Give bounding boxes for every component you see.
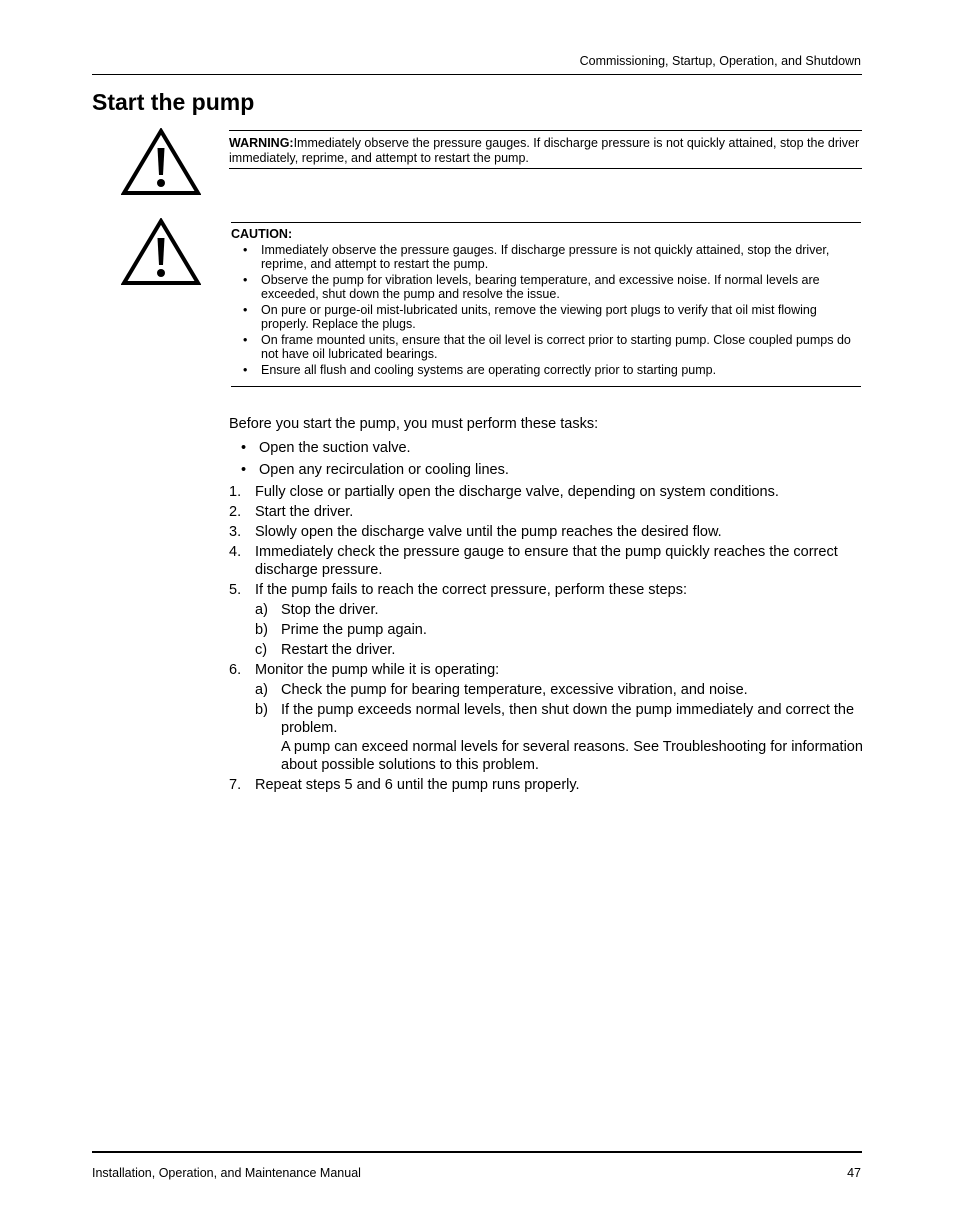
step-item bbox=[229, 661, 864, 774]
page-title: Start the pump bbox=[92, 89, 255, 115]
intro-text: Before you start the pump, you must perform these tasks: bbox=[229, 416, 599, 432]
steps-list bbox=[229, 483, 864, 794]
caution-item: • Immediately observe the pressure gauges. If discharge pressure is not quickly attained, stop the driver, reprime, and attempt to restart the pump. bbox=[231, 243, 861, 271]
step-text: Repeat steps 5 and 6 until the pump runs properly. bbox=[255, 777, 580, 793]
page-number: 47 bbox=[847, 1166, 861, 1180]
step-text: Immediately check the pressure gauge to ensure that the pump quickly reaches the correct discharge pressure. bbox=[255, 544, 838, 578]
substep-item bbox=[255, 621, 864, 639]
step-number: 7. bbox=[229, 777, 242, 793]
step-text: Slowly open the discharge valve until the pump reaches the desired flow. bbox=[255, 524, 722, 540]
warning-triangle-icon bbox=[121, 128, 201, 196]
warning-text: Immediately observe the pressure gauges. If discharge pressure is not quickly attained, stop the driver immediately, reprime, and attempt to restart the pump. bbox=[229, 136, 860, 165]
substep-item bbox=[255, 601, 864, 619]
substeps-list bbox=[255, 601, 864, 659]
substep-text: Restart the driver. bbox=[281, 642, 396, 658]
substep-text: Stop the driver. bbox=[281, 602, 379, 618]
substep-text: Prime the pump again. bbox=[281, 622, 427, 638]
manual-title: Installation, Operation, and Maintenance Manual bbox=[92, 1166, 361, 1180]
warning-label: WARNING: bbox=[229, 136, 294, 150]
task-list bbox=[229, 439, 864, 479]
substep-letter: a) bbox=[255, 602, 268, 618]
footer-divider bbox=[92, 1151, 862, 1153]
step-number: 4. bbox=[229, 544, 242, 560]
substep-text: Check the pump for bearing temperature, excessive vibration, and noise. bbox=[281, 682, 748, 698]
caution-item: • On pure or purge-oil mist-lubricated units, remove the viewing port plugs to verify that oil mist flowing properly. Replace the plugs. bbox=[231, 303, 861, 331]
step-text: Monitor the pump while it is operating: bbox=[255, 662, 500, 678]
procedure-body bbox=[229, 415, 864, 796]
substep-letter: b) bbox=[255, 702, 268, 718]
step-item bbox=[229, 483, 864, 501]
substep-letter: c) bbox=[255, 642, 268, 658]
substep-item bbox=[255, 681, 864, 699]
substep-note: A pump can exceed normal levels for several reasons. See Troubleshooting for information about possible solutions to this problem. bbox=[281, 739, 863, 773]
step-number: 2. bbox=[229, 504, 242, 520]
substep-text: If the pump exceeds normal levels, then shut down the pump immediately and correct the problem. bbox=[281, 702, 855, 736]
step-item bbox=[229, 776, 864, 794]
section-title: Commissioning, Startup, Operation, and Shutdown bbox=[579, 54, 861, 68]
caution-list bbox=[231, 243, 861, 377]
caution-label: CAUTION: bbox=[231, 227, 293, 241]
step-item bbox=[229, 503, 864, 521]
substep-item bbox=[255, 701, 864, 774]
step-item bbox=[229, 543, 864, 579]
caution-item: • On frame mounted units, ensure that the oil level is correct prior to starting pump. Close coupled pumps do not have oil lubricated bearings. bbox=[231, 333, 861, 361]
caution-item: • Observe the pump for vibration levels, bearing temperature, and excessive noise. If normal levels are exceeded, shut down the pump and resolve the issue. bbox=[231, 273, 861, 301]
caution-notice bbox=[231, 222, 861, 387]
step-number: 6. bbox=[229, 662, 242, 678]
substeps-list bbox=[255, 681, 864, 774]
step-number: 3. bbox=[229, 524, 242, 540]
step-text: If the pump fails to reach the correct pressure, perform these steps: bbox=[255, 582, 687, 598]
substep-item bbox=[255, 641, 864, 659]
task-item: • Open the suction valve. bbox=[229, 439, 864, 457]
substep-letter: b) bbox=[255, 622, 268, 638]
task-item: • Open any recirculation or cooling lines. bbox=[229, 461, 864, 479]
warning-triangle-icon bbox=[121, 218, 201, 286]
header-divider bbox=[92, 74, 862, 75]
caution-item: • Ensure all flush and cooling systems are operating correctly prior to starting pump. bbox=[231, 363, 861, 377]
step-item bbox=[229, 581, 864, 659]
substep-letter: a) bbox=[255, 682, 268, 698]
step-item bbox=[229, 523, 864, 541]
warning-notice bbox=[229, 130, 862, 169]
step-text: Fully close or partially open the discharge valve, depending on system conditions. bbox=[255, 484, 779, 500]
step-number: 5. bbox=[229, 582, 242, 598]
step-number: 1. bbox=[229, 484, 242, 500]
step-text: Start the driver. bbox=[255, 504, 354, 520]
